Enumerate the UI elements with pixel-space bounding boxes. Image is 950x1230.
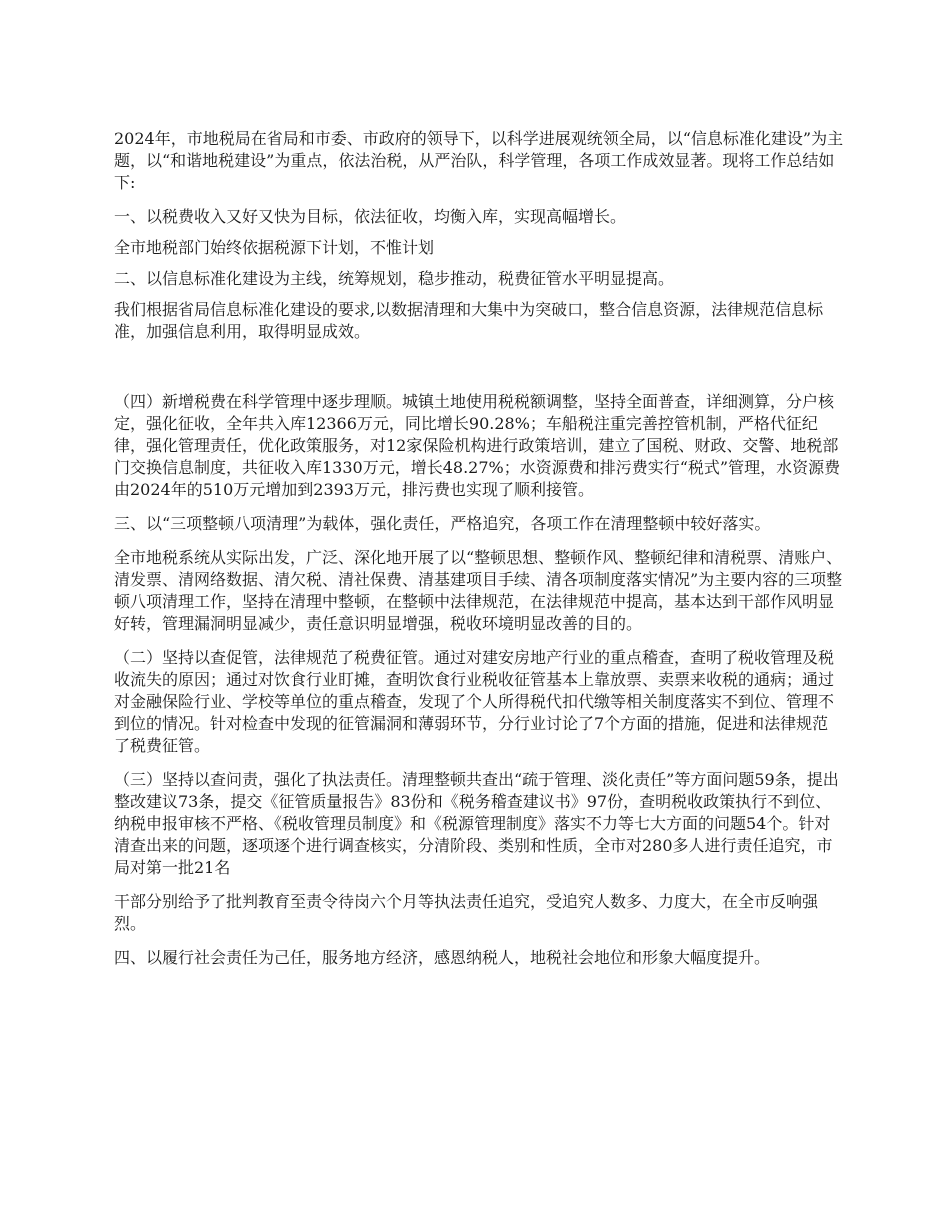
paragraph-accountability-cont: 干部分别给予了批判教育至责令待岗六个月等执法责任追究，受追究人数多、力度大，在全市反响强烈。 [114,892,819,933]
intro-paragraph: 2024年，市地税局在省局和市委、市政府的领导下，以科学进展观统领全局，以“信息标准化建设”为主题，以“和谐地税建设”为重点，依法治税，从严治队，科学管理，各项工作成效显著。现将工作总结如下: [114,129,844,192]
section-heading-2: 二、以信息标准化建设为主线，统筹规划，稳步推动，税费征管水平明显提高。 [114,269,675,288]
paragraph-accountability: （三）坚持以查问责，强化了执法责任。清理整顿共查出“疏于管理、淡化责任”等方面问题59条，提出整改建议73条，提交《征管质量报告》83份和《税务稽查建议书》97份，查明税收政策执行不到位、纳税申报审核不严格、《税收管理员制度》和《税源管理制度》落实不力等七大方面的问题54个。针对清查出来的问题，逐项逐个进行调查核实，分清阶段、类别和性质，全市对280多人进行责任追究，市局对第一批21名 [114,770,839,877]
document-body [114,128,844,981]
paragraph-info-standard: 我们根据省局信息标准化建设的要求,以数据清理和大集中为突破口，整合信息资源，法律规范信息标准，加强信息利用，取得明显成效。 [114,300,824,341]
paragraph-inspection: （二）坚持以查促管，法律规范了税费征管。通过对建安房地产行业的重点稽查，查明了税收管理及税收流失的原因；通过对饮食行业盯摊，查明饮食行业税收征管基本上靠放票、卖票来收税的通病；通过对金融保险行业、学校等单位的重点稽查，发现了个人所得税代扣代缴等相关制度落实不到位、管理不到位的情况。针对检查中发现的征管漏洞和薄弱环节，分行业讨论了7个方面的措施，促进和法律规范了税费征管。 [114,648,835,755]
paragraph-new-taxes: （四）新增税费在科学管理中逐步理顺。城镇土地使用税税额调整，坚持全面普查，详细测算，分户核定，强化征收，全年共入库12366万元，同比增长90.28%；车船税注重完善控管机制，严格代征纪律，强化管理责任，优化政策服务，对12家保险机构进行政策培训，建立了国税、财政、交警、地税部门交换信息制度，共征收入库1330万元，增长48.27%；水资源费和排污费实行“税式”管理，水资源费由2024年的510万元增加到2393万元，排污费也实现了顺利接管。 [114,392,841,499]
section-heading-4: 四、以履行社会责任为己任，服务地方经济，感恩纳税人，地税社会地位和形象大幅度提升。 [114,948,771,967]
section-heading-3: 三、以“三项整顿八项清理”为载体，强化责任，严格追究，各项工作在清理整顿中较好落实。 [114,514,771,533]
section-heading-1: 一、以税费收入又好又快为目标，依法征收，均衡入库，实现高幅增长。 [114,207,627,226]
paragraph-rectification: 全市地税系统从实际出发，广泛、深化地开展了以“整顿思想、整顿作风、整顿纪律和清税票、清账户、清发票、清网络数据、清欠税、清社保费、清基建项目手续、清各项制度落实情况”为主要内容的三项整顿八项清理工作，坚持在清理中整顿，在整顿中法律规范，在法律规范中提高，基本达到干部作风明显好转，管理漏洞明显减少，责任意识明显增强，税收环境明显改善的目的。 [114,548,843,633]
blank-gap [114,355,844,391]
paragraph-plan: 全市地税部门始终依据税源下计划，不惟计划 [114,238,435,257]
